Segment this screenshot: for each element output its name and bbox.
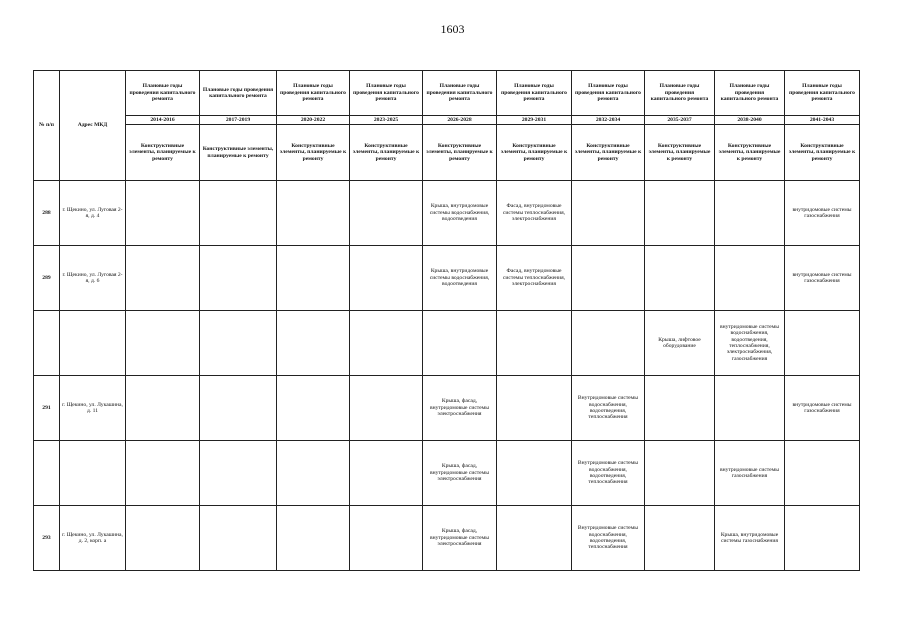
row-cell: Внутридомовые системы водоснабжения, водоотведения, теплоснабжения [572,506,645,571]
row-cell [126,181,200,246]
header-elements-label: Конструктивные элементы, планируемые к ремонту [645,125,715,181]
header-period-years: 2017-2019 [200,116,277,125]
row-cell [645,246,715,311]
row-cell [200,181,277,246]
row-cell: Крыша, фасад, внутридомовые системы электроснабжения [423,376,497,441]
row-cell [277,181,350,246]
row-cell: Крыша, фасад, внутридомовые системы электроснабжения [423,506,497,571]
row-cell [785,441,860,506]
row-cell: Внутридомовые системы водоснабжения, водоотведения, теплоснабжения [572,376,645,441]
row-cell: Внутридомовые системы водоснабжения, водоотведения, теплоснабжения [572,441,645,506]
row-number [34,441,60,506]
row-cell [572,246,645,311]
row-cell [572,181,645,246]
row-cell [715,376,785,441]
table-row [34,181,860,246]
header-elements-label: Конструктивные элементы, планируемые к ремонту [126,125,200,181]
header-row-periods [34,116,860,125]
header-period-years: 2014-2016 [126,116,200,125]
header-elements-label: Конструктивные элементы, планируемые к ремонту [785,125,860,181]
row-cell [350,376,423,441]
row-cell: Крыша, фасад, внутридомовые системы электроснабжения [423,441,497,506]
header-period-years: 2035-2037 [645,116,715,125]
row-cell [785,506,860,571]
row-cell [277,506,350,571]
row-cell: Крыша, лифтовое оборудование [645,311,715,376]
row-number: 288 [34,181,60,246]
header-period-years: 2038-2040 [715,116,785,125]
row-cell [350,311,423,376]
header-period-years: 2023-2025 [350,116,423,125]
header-elements-label: Конструктивные элементы, планируемые к ремонту [572,125,645,181]
header-period-years: 2032-2034 [572,116,645,125]
row-cell [350,181,423,246]
row-address [60,311,126,376]
row-cell: Крыша, внутридомовые системы водоснабжения, водоотведения [423,181,497,246]
header-period-title: Плановые годы проведения капитального ремонта [200,71,277,116]
table-row [34,246,860,311]
row-cell: внутридомовые системы газоснабжения [785,246,860,311]
header-elements-label: Конструктивные элементы, планируемые к ремонту [200,125,277,181]
row-cell [423,311,497,376]
table-row [34,506,860,571]
row-cell [350,441,423,506]
header-period-title: Плановые годы проведения капитального ремонта [645,71,715,116]
row-cell [350,506,423,571]
row-cell [572,311,645,376]
header-elements-label: Конструктивные элементы, планируемые к ремонту [350,125,423,181]
row-cell [126,441,200,506]
header-period-title: Плановые годы проведения капитального ремонта [277,71,350,116]
table-row [34,376,860,441]
row-address [60,441,126,506]
row-cell [497,441,572,506]
row-cell [277,246,350,311]
row-cell [126,506,200,571]
row-cell: Фасад, внутридомовые системы теплоснабжения, электроснабжения [497,246,572,311]
header-elements-label: Конструктивные элементы, планируемые к ремонту [277,125,350,181]
row-number: 289 [34,246,60,311]
header-period-title: Плановые годы проведения капитального ремонта [350,71,423,116]
row-cell [277,441,350,506]
row-cell [200,246,277,311]
header-period-title: Плановые годы проведения капитального ремонта [572,71,645,116]
row-cell: внутридомовые системы водоснабжения, водоотведения, теплоснабжения, электроснабжения, газоснабжения [715,311,785,376]
row-cell [200,506,277,571]
header-elements-label: Конструктивные элементы, планируемые к ремонту [497,125,572,181]
row-number [34,311,60,376]
row-number: 293 [34,506,60,571]
row-cell [200,441,277,506]
header-row-titles [34,71,860,116]
row-address: г. Щекино, ул. Луговая 2-я, д. 4 [60,181,126,246]
row-number: 291 [34,376,60,441]
header-period-title: Плановые годы проведения капитального ремонта [715,71,785,116]
row-cell [126,311,200,376]
header-address: Адрес МКД [60,71,126,181]
row-cell [497,506,572,571]
header-period-years: 2029-2031 [497,116,572,125]
row-cell [277,376,350,441]
row-cell: Крыша, внутридомовые системы газоснабжения [715,506,785,571]
row-cell [645,441,715,506]
row-cell [277,311,350,376]
row-cell: Фасад, внутридомовые системы теплоснабжения, электроснабжения [497,181,572,246]
table-row [34,441,860,506]
row-cell [200,376,277,441]
header-period-title: Плановые годы проведения капитального ремонта [497,71,572,116]
row-cell: внутридомовые системы газоснабжения [715,441,785,506]
page-number: 1603 [440,22,465,36]
row-address: г. Щекино, ул. Лукашина, д. 11 [60,376,126,441]
header-elements-label: Конструктивные элементы, планируемые к ремонту [423,125,497,181]
row-cell [126,376,200,441]
header-elements-label: Конструктивные элементы, планируемые к ремонту [715,125,785,181]
row-cell [645,506,715,571]
row-cell [497,311,572,376]
header-period-years: 2026-2028 [423,116,497,125]
row-address: г. Щекино, ул. Лукашина, д. 2, корп. а [60,506,126,571]
row-cell [497,376,572,441]
row-cell [645,376,715,441]
capital-repair-table [33,70,860,571]
row-cell [645,181,715,246]
row-address: г. Щекино, ул. Луговая 2-я, д. 6 [60,246,126,311]
header-period-title: Плановые годы проведения капитального ремонта [423,71,497,116]
header-period-title: Плановые годы проведения капитального ремонта [785,71,860,116]
row-cell [715,246,785,311]
row-cell [785,311,860,376]
table-row [34,311,860,376]
header-num: № п/п [34,71,60,181]
table-body [34,71,860,571]
header-row-elements [34,125,860,181]
row-cell [126,246,200,311]
header-period-years: 2041-2043 [785,116,860,125]
header-period-title: Плановые годы проведения капитального ремонта [126,71,200,116]
header-period-years: 2020-2022 [277,116,350,125]
row-cell [715,181,785,246]
row-cell: внутридомовые системы газоснабжения [785,376,860,441]
row-cell: внутридомовые системы газоснабжения [785,181,860,246]
row-cell [350,246,423,311]
row-cell [200,311,277,376]
row-cell: Крыша, внутридомовые системы водоснабжения, водоотведения [423,246,497,311]
